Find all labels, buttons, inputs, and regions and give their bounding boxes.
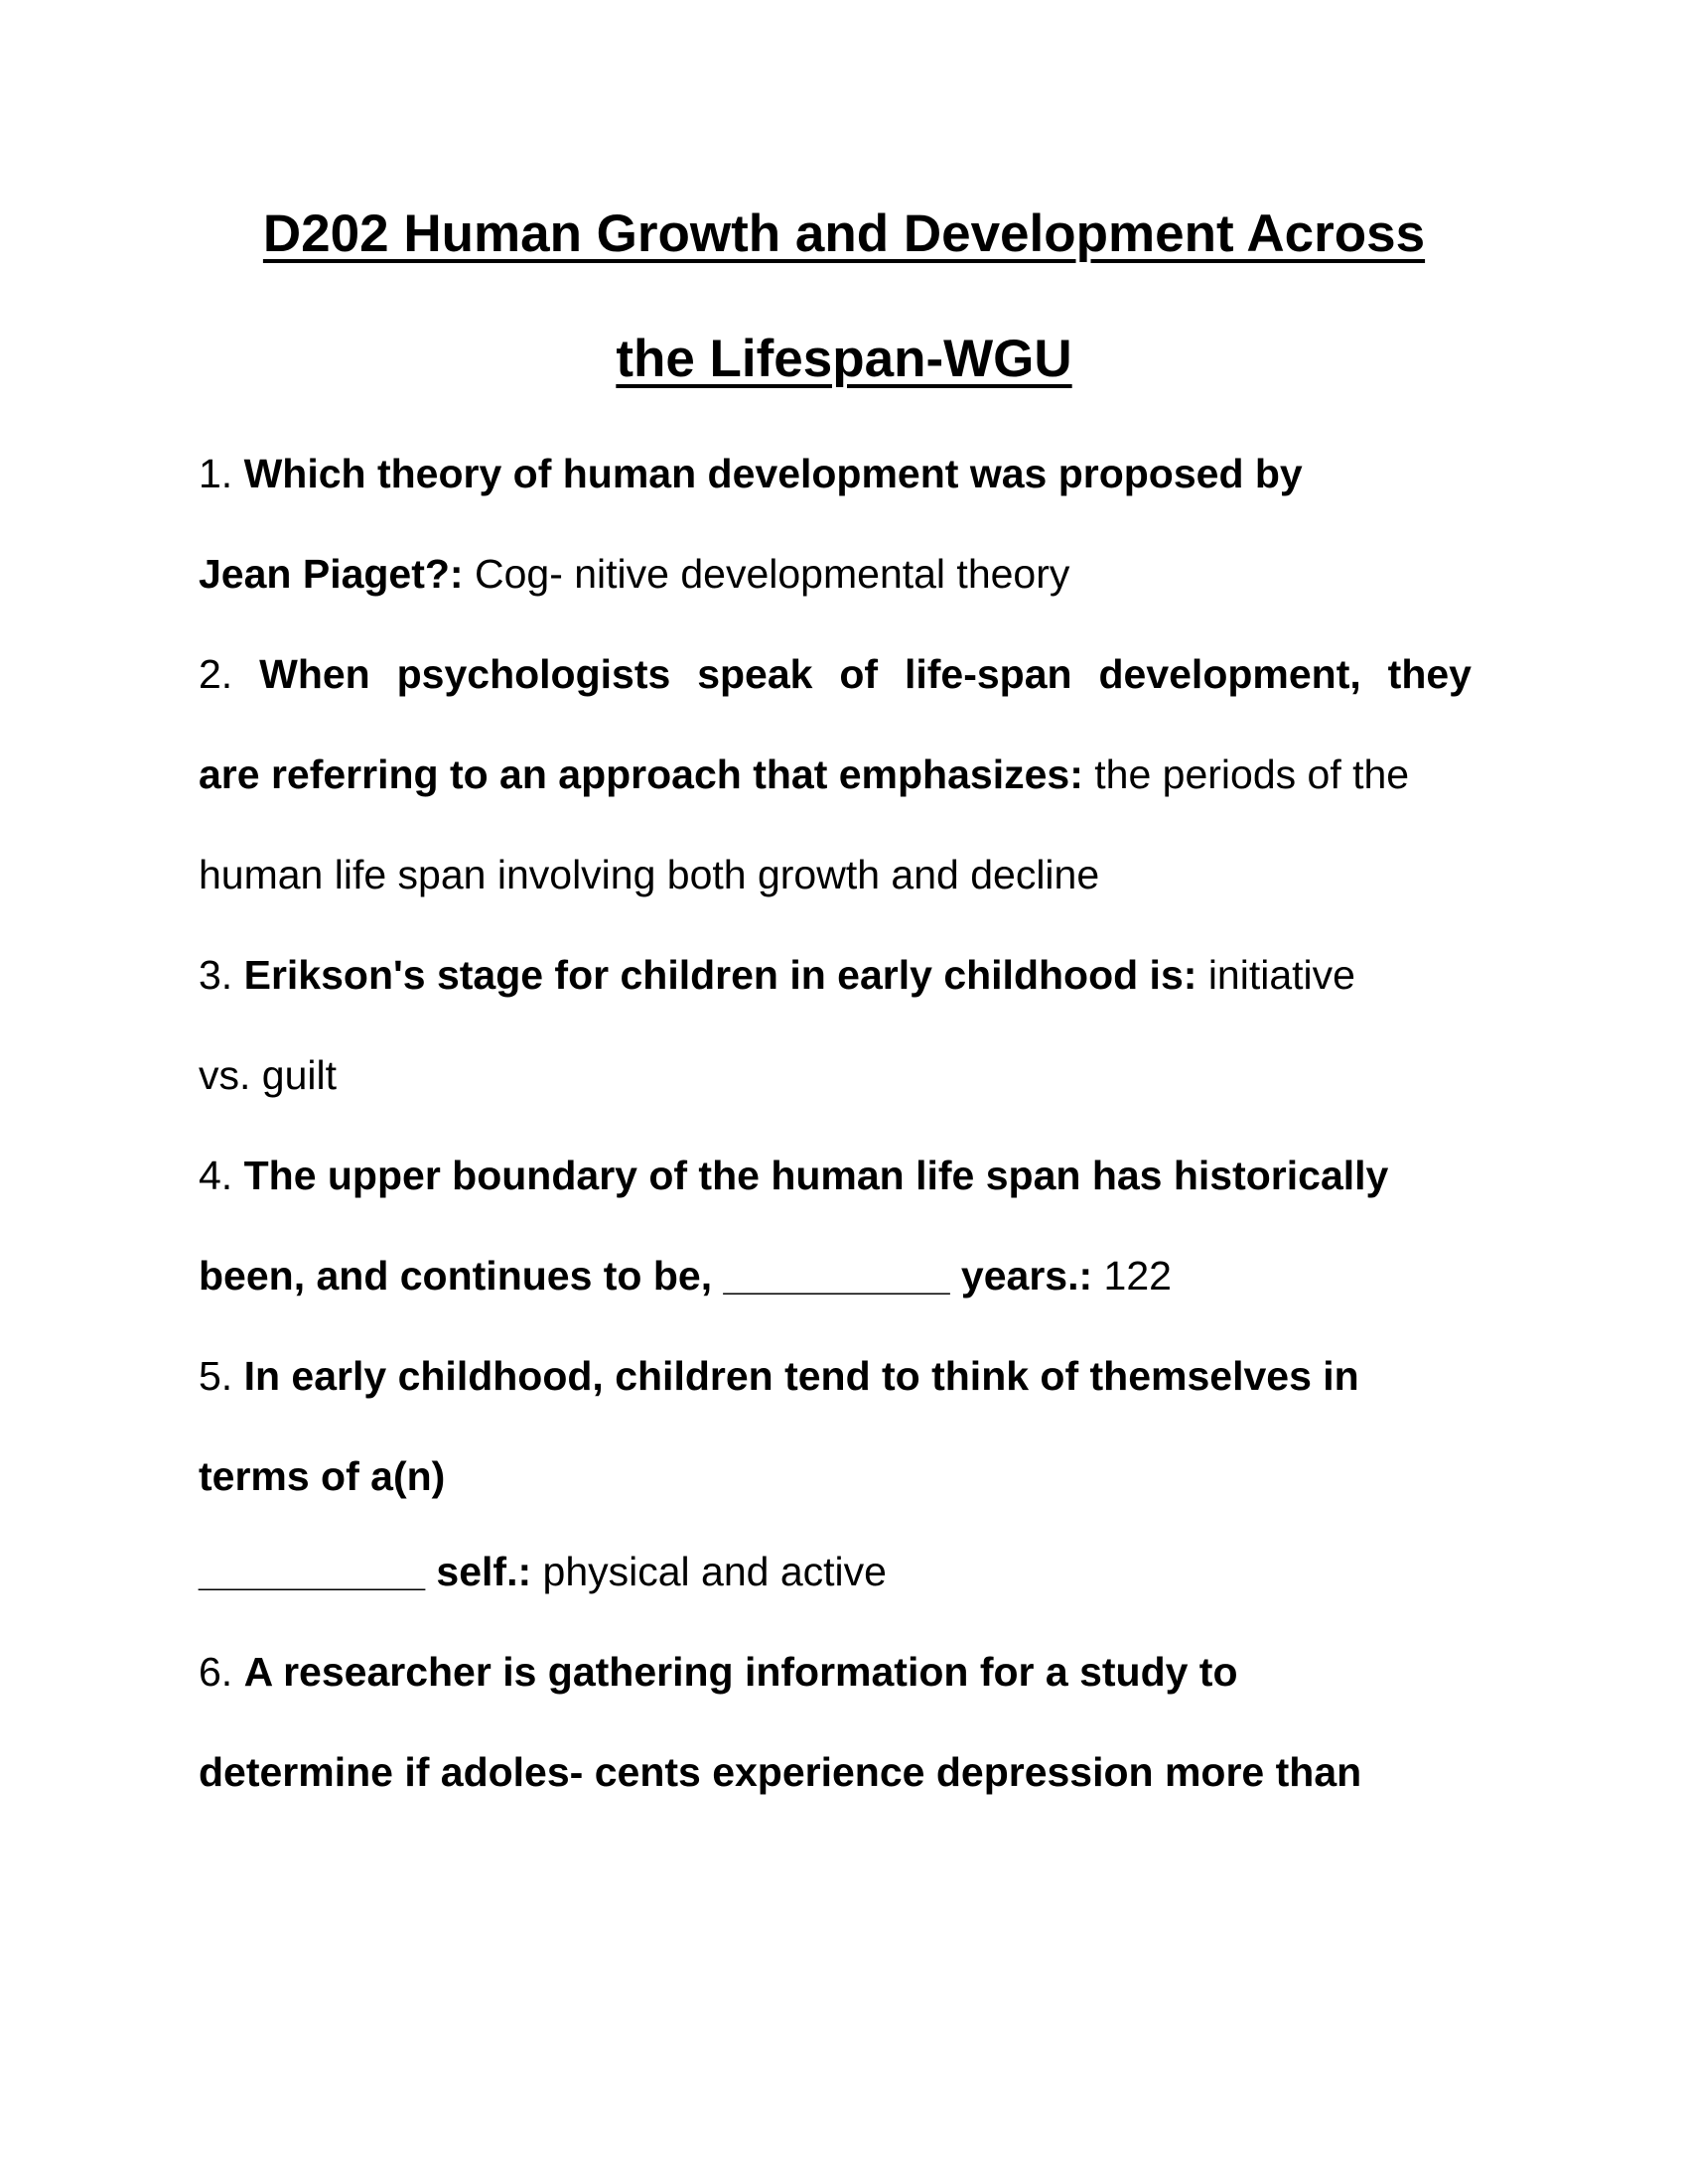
question-1-line-2: [199, 549, 1069, 599]
question-6-line-2: [199, 1747, 1361, 1797]
question-3-line-2: [199, 1050, 337, 1100]
question-3-text: Erikson's stage for children in early childhood is:: [243, 952, 1197, 998]
question-3-number: 3.: [199, 952, 233, 998]
answer-2-cont: human life span involving both growth and decline: [199, 852, 1100, 897]
question-5-line-3: [199, 1547, 887, 1596]
question-4-line-1: [199, 1151, 1388, 1200]
question-5-text: In early childhood, children tend to think of themselves in: [243, 1353, 1359, 1399]
question-2-text: When psychologists speak of life-span development, they: [259, 651, 1472, 697]
question-2-line-3: [199, 850, 1099, 899]
question-4-line-2: [199, 1251, 1172, 1300]
question-6-text: A researcher is gathering information for a study to: [243, 1649, 1238, 1695]
document-title-line-2: the Lifespan-WGU: [616, 330, 1072, 388]
question-6-line-1: [199, 1647, 1238, 1697]
question-2-line-2: [199, 750, 1409, 799]
question-6-number: 6.: [199, 1649, 233, 1695]
question-3-line-1: [199, 950, 1355, 1000]
document-title-line-1: D202 Human Growth and Development Across: [262, 205, 1426, 263]
question-5-line-2: [199, 1451, 445, 1501]
question-6-text-cont: determine if adoles- cents experience depression more than: [199, 1749, 1362, 1795]
question-5-line-1: [199, 1351, 1359, 1401]
answer-5: physical and active: [542, 1549, 887, 1594]
question-1-text-cont: Jean Piaget?:: [199, 551, 464, 597]
question-4-text: The upper boundary of the human life span has historically: [243, 1153, 1389, 1198]
answer-4: 122: [1103, 1253, 1172, 1298]
answer-3: initiative: [1207, 952, 1355, 998]
question-4-text-cont: been, and continues to be, __________ years.:: [199, 1253, 1093, 1298]
question-5-number: 5.: [199, 1353, 233, 1399]
answer-1: Cog- nitive developmental theory: [475, 551, 1070, 597]
question-4-number: 4.: [199, 1153, 233, 1198]
question-1-number: 1.: [199, 451, 233, 496]
question-2-text-cont: are referring to an approach that emphasizes:: [199, 751, 1083, 797]
question-1-text: Which theory of human development was proposed by: [243, 451, 1303, 496]
question-5-blank: __________ self.:: [199, 1549, 532, 1594]
answer-3-cont: vs. guilt: [199, 1052, 337, 1098]
question-1-line-1: [199, 449, 1303, 498]
question-2-line-1: [199, 649, 1472, 699]
question-5-text-cont: terms of a(n): [199, 1453, 446, 1499]
question-2-number: 2.: [199, 651, 233, 697]
answer-2: the periods of the: [1094, 751, 1410, 797]
